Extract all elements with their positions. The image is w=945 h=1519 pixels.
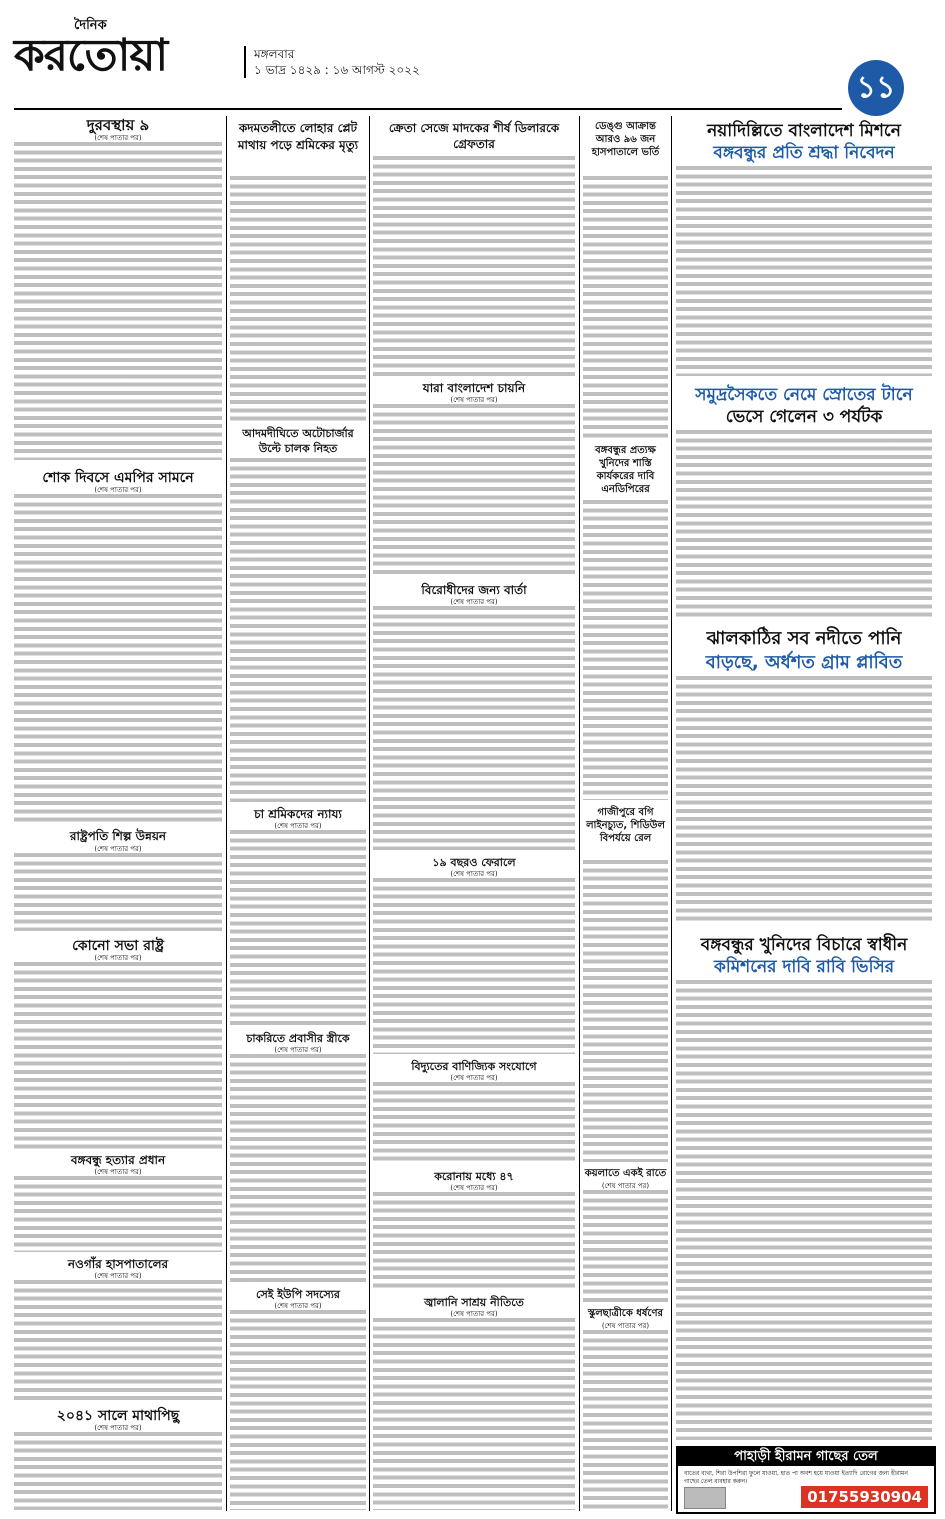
headline: কয়লাতে একই রাতে <box>584 1168 667 1179</box>
article-text <box>230 458 366 802</box>
article-text <box>373 1192 575 1290</box>
article-text <box>230 1054 366 1282</box>
article-text <box>373 404 575 578</box>
article-text <box>583 1190 668 1302</box>
continued-label: (শেষ পাতার পর) <box>450 1074 498 1082</box>
continued-label: (শেষ পাতার পর) <box>94 845 142 853</box>
headline: আদমদীঘিতে অটোচার্জার উল্টে চালক নিহত <box>242 427 354 455</box>
headline: করোনায় মধ্যে ৪৭ <box>434 1170 514 1183</box>
article-text <box>14 1280 222 1402</box>
headline: রাষ্ট্রপতি শিল্প উন্নয়ন <box>69 829 167 843</box>
headline: গাজীপুরে বগি লাইনচ্যুত, শিডিউল বিপর্যয়ে রেল <box>586 807 665 844</box>
article-text <box>14 962 222 1150</box>
article-text <box>373 878 575 1054</box>
continued-label: (শেষ পাতার পর) <box>450 598 498 606</box>
headline: শোক দিবসে এমপির সামনে <box>42 470 194 486</box>
headline: কোনো সভা রাষ্ট্র <box>72 938 164 954</box>
headline: নওগাঁর হাসপাতালের <box>67 1257 169 1271</box>
continued-label: (শেষ পাতার পর) <box>601 1182 650 1190</box>
headline: বাড়ছে, অর্ধশত গ্রাম প্লাবিত <box>705 652 903 673</box>
column-divider <box>226 116 227 1511</box>
headline: বঙ্গবন্ধুর প্রতি শ্রদ্ধা নিবেদন <box>713 143 895 163</box>
headline: স্কুলছাত্রীকে ধর্ষণের <box>587 1308 663 1319</box>
column-divider <box>369 116 370 1511</box>
article-text <box>230 1310 366 1510</box>
headline: কদমতলীতে লোহার প্লেট মাথায় পড়ে শ্রমিকের মৃত্যু <box>237 121 359 152</box>
masthead <box>14 14 244 90</box>
article-text <box>583 500 668 800</box>
headline: জ্বালানি সাশ্রয় নীতিতে <box>424 1296 524 1309</box>
headline: বিদ্যুতের বাণিজ্যিক সংযোগে <box>411 1060 537 1073</box>
headline: সেই ইউপি সদস্যের <box>256 1288 340 1301</box>
headline: চাকরিতে প্রবাসীর স্ত্রীকে <box>246 1032 350 1045</box>
article-text <box>14 142 222 460</box>
continued-label: (শেষ পাতার পর) <box>94 486 142 494</box>
article-text <box>230 830 366 1026</box>
article-text <box>676 676 932 924</box>
continued-label: (শেষ পাতার পর) <box>94 1272 142 1280</box>
headline: দুরবস্থায় ৯ <box>86 116 150 134</box>
date-label: ১ ভাদ্র ১৪২৯ : ১৬ আগস্ট ২০২২ <box>254 63 420 77</box>
headline: যারা বাংলাদেশ চায়নি <box>422 381 526 395</box>
headline: বিরোধীদের জন্য বার্তা <box>421 583 527 597</box>
continued-label: (শেষ পাতার পর) <box>601 1322 650 1330</box>
header-rule <box>14 108 842 110</box>
newspaper-name: করতোয়া <box>14 30 168 81</box>
article-text <box>373 1082 575 1164</box>
continued-label: (শেষ পাতার পর) <box>274 1046 322 1054</box>
article-text <box>373 606 575 850</box>
ad-title: পাহাড়ী হীরামন গাছের তেল <box>678 1448 934 1466</box>
page-header <box>0 0 945 112</box>
headline: ক্রেতা সেজে মাদকের শীর্ষ ডিলারকে গ্রেফতার <box>388 121 560 151</box>
continued-label: (শেষ পাতার পর) <box>274 822 322 830</box>
headline: ২০৪১ সালে মাথাপিছু <box>56 1408 180 1424</box>
continued-label: (শেষ পাতার পর) <box>94 134 142 142</box>
column-divider <box>579 116 580 1511</box>
article-text <box>373 156 575 376</box>
headline: সমুদ্রসৈকতে নেমে স্রোতের টানে <box>695 385 913 405</box>
article-text <box>583 176 668 440</box>
article-text <box>14 494 222 824</box>
article-text <box>14 853 222 931</box>
headline: ভেসে গেলেন ৩ পর্যটক <box>725 407 883 427</box>
column-divider <box>671 116 672 1511</box>
article-text <box>583 1330 668 1510</box>
ad-text: বাতের ব্যথা, শিরা উপশিরা ফুলে যাওয়া, হাত পা অবশ হয়ে যাওয়া ইত্যাদি রোগের জন্য হীরামন গাছের তেল ব্যবহার করুন। <box>684 1470 908 1485</box>
continued-label: (শেষ পাতার পর) <box>94 1424 142 1432</box>
article-text <box>373 1318 575 1510</box>
continued-label: (শেষ পাতার পর) <box>94 1168 142 1176</box>
article-text <box>230 176 366 422</box>
headline: কমিশনের দাবি রাবি ভিসির <box>713 957 895 977</box>
continued-label: (শেষ পাতার পর) <box>450 1184 498 1192</box>
headline: ঝালকাঠির সব নদীতে পানি <box>706 628 902 649</box>
continued-label: (শেষ পাতার পর) <box>94 954 142 962</box>
ad-phone: 01755930904 <box>801 1486 928 1508</box>
article-text <box>14 1176 222 1252</box>
article-text <box>676 980 932 1440</box>
date-box <box>244 46 420 78</box>
article-text <box>583 860 668 1162</box>
article-text <box>14 1432 222 1510</box>
continued-label: (শেষ পাতার পর) <box>450 870 498 878</box>
headline: ডেঙ্গু আক্রান্ত আরও ৯৬ জন হাসপাতালে ভর্তি <box>591 121 660 158</box>
day-label: মঙ্গলবার <box>254 47 295 61</box>
headline: বঙ্গবন্ধুর খুনিদের বিচারে স্বাধীন <box>700 935 908 955</box>
advertisement <box>676 1446 936 1514</box>
article-text <box>676 166 932 376</box>
headline: নয়াদিল্লিতে বাংলাদেশ মিশনে <box>707 121 901 141</box>
headline: বঙ্গবন্ধু হত্যার প্রধান <box>70 1153 166 1167</box>
ad-image <box>684 1487 726 1509</box>
headline: বঙ্গবন্ধুর প্রত্যক্ষ খুনিদের শাস্তি কার্যকরের দাবি এনডিপিরের <box>595 445 656 495</box>
headline: চা শ্রমিকদের ন্যায্য <box>254 807 342 821</box>
headline: ১৯ বছরও ফেরালে <box>432 856 516 869</box>
page-number: ১১ <box>848 60 904 116</box>
continued-label: (শেষ পাতার পর) <box>274 1302 322 1310</box>
continued-label: (শেষ পাতার পর) <box>450 396 498 404</box>
article-text <box>676 430 932 618</box>
continued-label: (শেষ পাতার পর) <box>450 1310 498 1318</box>
masthead-small: দৈনিক <box>74 18 107 33</box>
